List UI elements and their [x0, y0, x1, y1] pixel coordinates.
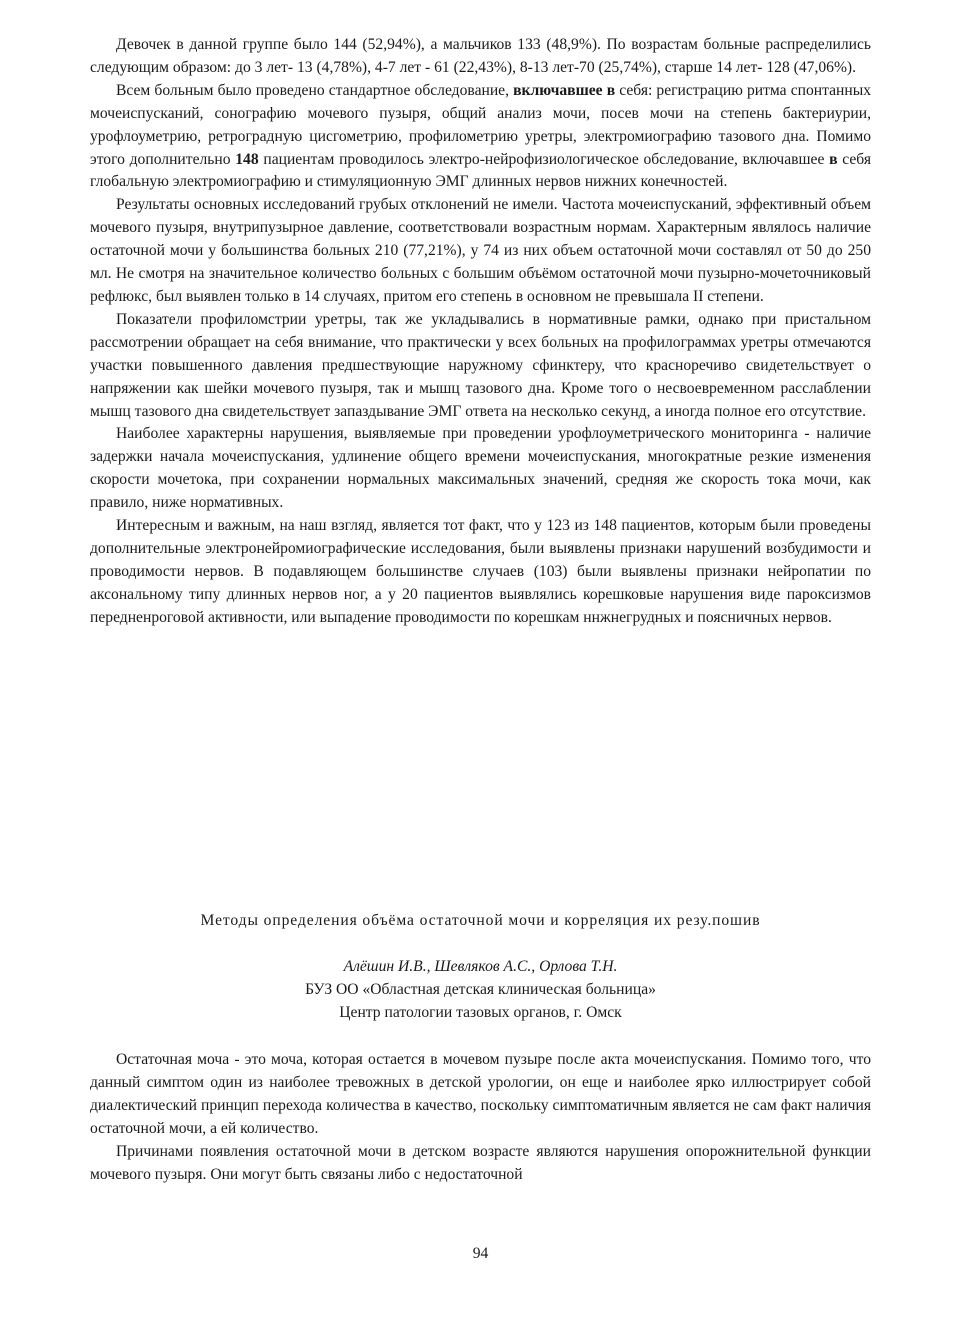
paragraph-residual-urine-causes: Причинами появления остаточной мочи в детском возрасте являются нарушения опорожнительной функции мочевого пузыря. Они могут быть связаны либо с недостаточной [90, 1142, 871, 1183]
paragraph-results: Результаты основных исследований грубых отклонений не имели. Частота мочеиспусканий, эффективный объем мочевого пузыря, внутрипузырное давление, соответствовали возрастным нормам. Характерным являлось наличие остаточной мочи у большинства больных 210 (77,21%), у 74 из них объем остаточной мочи составлял от 50 до 250 мл. Не смотря на значительное количество больных с большим объёмом остаточной мочи пузырно-мочеточниковый рефлюкс, был выявлен только в 14 случаях, притом его степень в основном не превышала II степени. [90, 196, 871, 305]
article-body [90, 1049, 871, 1186]
paragraph-neurophysiology: Интересным и важным, на наш взгляд, является тот факт, что у 123 из 148 пациентов, которым были проведены дополнительные электронейромиографические исследования, были выявлены признаки нарушений возбудимости и проводимости нервов. В подавляющем большинстве случаев (103) были выявлены признаки нейропатии по аксональному типу длинных нервов ног, а у 20 пациентов выявлялись корешковые нарушения виде пароксизмов передненроговой активности, или выпадение проводимости по корешкам ннжнегрудных и поясничных нервов. [90, 517, 871, 626]
article-authors: Алёшин И.В., Шевляков А.С., Орлова Т.Н. [343, 958, 618, 975]
article-byline [90, 956, 871, 1025]
article-department: Центр патологии тазовых органов, г. Омск [339, 1003, 622, 1021]
paragraph-examination-part-c: пациентам проводилось электро-нейрофизиологическое обследование, включавшее [258, 150, 830, 168]
paragraph-examination-bold-3: в [829, 150, 838, 168]
paragraph-examination-part-b: себя: регистрацию ритма спонтанных мочеиспусканий, сонографию мочевого пузыря, общий анализ мочи, посев мочи на степень бактериурии, урофлоуметрию, ретроградную цисгометрию, профилометрию уретры, электромиографию тазового дна. Помимо этого дополнительно [90, 81, 872, 168]
page-body [90, 34, 872, 1183]
paragraph-examination [90, 80, 871, 195]
paragraph-profilometry: Показатели профиломстрии уретры, так же укладывались в нормативные рамки, однако при пристальном рассмотрении обращает на себя внимание, что практически у всех больных на профилограммах уретры отмечаются участки повышенного давления предшествующие наружному сфинктеру, что красноречиво свидетельствует о напряжении как шейки мочевого пузыря, так и мышц тазового дна. Кроме того о несвоевременном расслаблении мышц тазового дна свидетельствует запаздывание ЭМГ ответа на несколько секунд, а иногда полное его отсутствие. [90, 310, 871, 420]
paragraph-examination-part-d: себя глобальную электромиографию и стимуляционную ЭМГ длинных нервов нижних конечностей. [90, 150, 871, 191]
paragraph-gender-age: Девочек в данной группе было 144 (52,94%), а мальчиков 133 (48,9%). По возрастам больные распределились следующим образом: до 3 лет- 13 (4,78%), 4-7 лет - 61 (22,43%), 8-13 лет-70 (25,74%), старше 14 лет- 128 (47,06%). [90, 36, 871, 76]
article-title: Методы определения объёма остаточной мочи и корреляция их резу.пошив [200, 912, 761, 929]
paragraph-residual-urine-definition: Остаточная моча - это моча, которая остается в мочевом пузыре после акта мочеиспускания. Помимо того, что данный симптом один из наиболее тревожных в детской урологии, он еще и наиболее ярко иллюстрирует собой диалектический принцип перехода количества в качество, поскольку симптоматичным является не сам факт наличия остаточной мочи, а ей количество. [90, 1051, 871, 1137]
paragraph-examination-bold-1: включавшее в [513, 81, 616, 99]
article-institution: БУЗ ОО «Областная детская клиническая больница» [305, 980, 656, 998]
paragraph-examination-part-a: Всем больным было проведено стандартное обследование, [116, 81, 514, 99]
page-number: 94 [472, 1245, 489, 1262]
paragraph-examination-bold-2: 148 [235, 150, 259, 168]
paragraph-uroflowmetry: Наиболее характерны нарушения, выявляемые при проведении урофлоуметрического мониторинга - наличие задержки начала мочеиспускания, удлинение общего времени мочеиспускания, многократные резкие изменения скорости мочетока, при сохранении нормальных максимальных значений, средняя же скорость тока мочи, как правило, ниже нормативных. [90, 425, 871, 512]
